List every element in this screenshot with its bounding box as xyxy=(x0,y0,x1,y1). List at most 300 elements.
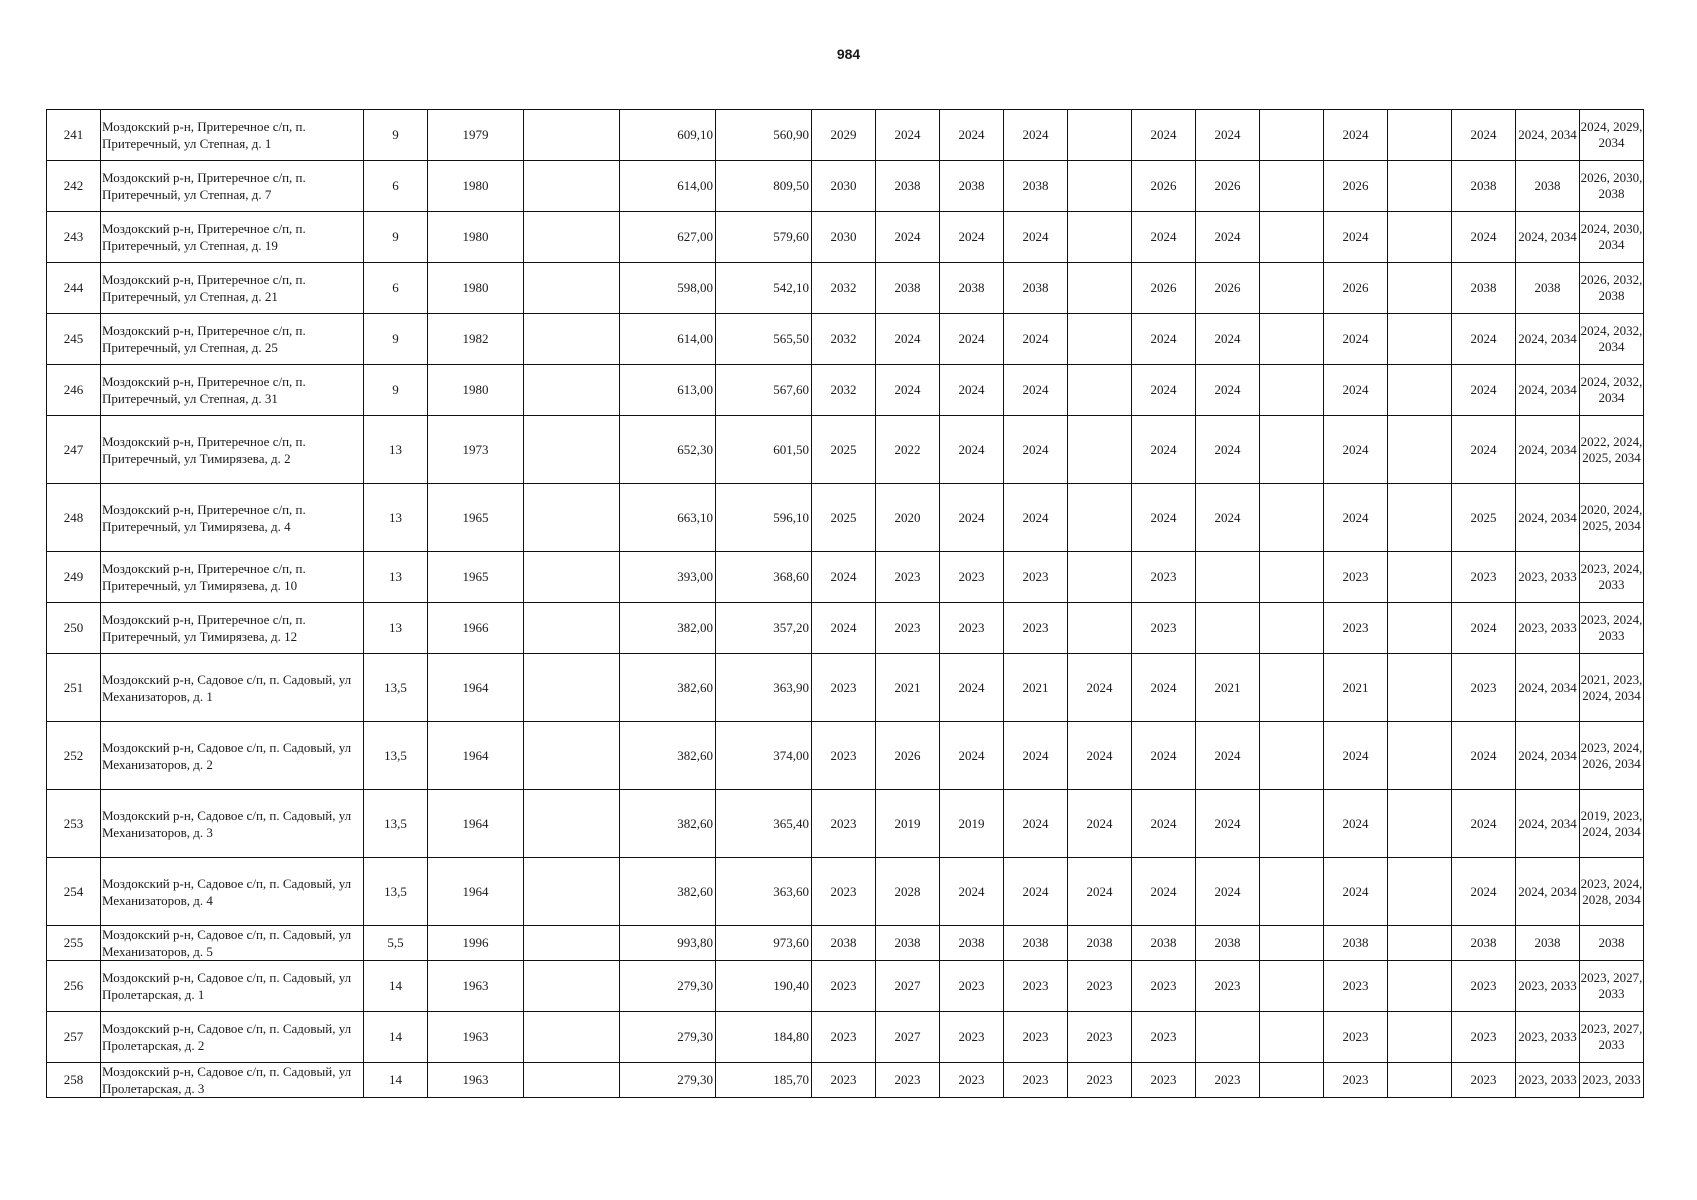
value-cell xyxy=(1388,654,1452,722)
value-cell xyxy=(524,365,620,416)
value-cell: 2024 xyxy=(1004,212,1068,263)
value-cell: 2024 xyxy=(1004,365,1068,416)
value-cell: 2024 xyxy=(1196,790,1260,858)
value-cell xyxy=(1388,790,1452,858)
years-list-cell: 2024, 2034 xyxy=(1516,365,1580,416)
value-cell: 2024 xyxy=(940,314,1004,365)
value-cell: 1964 xyxy=(428,722,524,790)
years-list-cell: 2024, 2029, 2034 xyxy=(1580,110,1644,161)
address-cell: Моздокский р-н, Притеречное с/п, п. Притеречный, ул Степная, д. 1 xyxy=(101,110,364,161)
address-cell: Моздокский р-н, Садовое с/п, п. Садовый, ул Механизаторов, д. 4 xyxy=(101,858,364,926)
value-cell: 2030 xyxy=(812,161,876,212)
table-row xyxy=(47,961,1644,1012)
area-cell: 567,60 xyxy=(716,365,812,416)
value-cell xyxy=(1196,1012,1260,1063)
value-cell xyxy=(1388,858,1452,926)
address-cell: Моздокский р-н, Притеречное с/п, п. Притеречный, ул Тимирязева, д. 2 xyxy=(101,416,364,484)
value-cell xyxy=(1388,263,1452,314)
value-cell xyxy=(1388,212,1452,263)
address-cell: Моздокский р-н, Садовое с/п, п. Садовый, ул Пролетарская, д. 1 xyxy=(101,961,364,1012)
value-cell: 2023 xyxy=(876,552,940,603)
value-cell: 2024 xyxy=(876,110,940,161)
value-cell: 2024 xyxy=(1004,790,1068,858)
value-cell xyxy=(1068,161,1132,212)
value-cell: 2023 xyxy=(1068,961,1132,1012)
row-number-cell: 249 xyxy=(47,552,101,603)
value-cell: 2021 xyxy=(876,654,940,722)
table-body xyxy=(47,110,1644,1098)
value-cell: 2024 xyxy=(876,212,940,263)
years-list-cell: 2023, 2033 xyxy=(1516,1063,1580,1098)
years-list-cell: 2024, 2034 xyxy=(1516,416,1580,484)
value-cell xyxy=(1388,314,1452,365)
value-cell: 2023 xyxy=(1068,1012,1132,1063)
value-cell: 2023 xyxy=(1196,961,1260,1012)
years-list-cell: 2024, 2034 xyxy=(1516,314,1580,365)
value-cell: 2023 xyxy=(812,1012,876,1063)
value-cell: 2023 xyxy=(812,961,876,1012)
value-cell: 2024 xyxy=(812,603,876,654)
value-cell: 2038 xyxy=(940,926,1004,961)
value-cell xyxy=(1068,212,1132,263)
value-cell: 2023 xyxy=(1004,1063,1068,1098)
value-cell: 6 xyxy=(364,263,428,314)
years-list-cell: 2023, 2027, 2033 xyxy=(1580,961,1644,1012)
value-cell: 2023 xyxy=(940,552,1004,603)
years-list-cell: 2024, 2034 xyxy=(1516,484,1580,552)
value-cell: 2023 xyxy=(1132,961,1196,1012)
value-cell: 2024 xyxy=(1196,722,1260,790)
value-cell: 1963 xyxy=(428,961,524,1012)
value-cell: 2026 xyxy=(1132,161,1196,212)
address-cell: Моздокский р-н, Садовое с/п, п. Садовый, ул Механизаторов, д. 2 xyxy=(101,722,364,790)
value-cell: 2024 xyxy=(1196,314,1260,365)
value-cell: 2023 xyxy=(1004,603,1068,654)
value-cell: 2038 xyxy=(1068,926,1132,961)
years-list-cell: 2023, 2033 xyxy=(1516,961,1580,1012)
value-cell: 2023 xyxy=(812,722,876,790)
value-cell xyxy=(524,212,620,263)
value-cell: 2024 xyxy=(1324,722,1388,790)
years-list-cell: 2024, 2034 xyxy=(1516,654,1580,722)
value-cell: 2024 xyxy=(1452,858,1516,926)
address-cell: Моздокский р-н, Притеречное с/п, п. Притеречный, ул Степная, д. 21 xyxy=(101,263,364,314)
value-cell: 2023 xyxy=(1452,1012,1516,1063)
row-number-cell: 257 xyxy=(47,1012,101,1063)
value-cell: 2026 xyxy=(1196,263,1260,314)
value-cell: 14 xyxy=(364,961,428,1012)
value-cell: 2024 xyxy=(940,212,1004,263)
area-cell: 365,40 xyxy=(716,790,812,858)
value-cell: 2025 xyxy=(812,484,876,552)
value-cell: 13,5 xyxy=(364,858,428,926)
address-cell: Моздокский р-н, Притеречное с/п, п. Притеречный, ул Тимирязева, д. 10 xyxy=(101,552,364,603)
address-cell: Моздокский р-н, Садовое с/п, п. Садовый, ул Механизаторов, д. 3 xyxy=(101,790,364,858)
value-cell: 2023 xyxy=(1452,552,1516,603)
value-cell: 2038 xyxy=(1004,161,1068,212)
value-cell: 2023 xyxy=(940,603,1004,654)
value-cell xyxy=(1068,110,1132,161)
value-cell: 2021 xyxy=(1196,654,1260,722)
table-row xyxy=(47,161,1644,212)
value-cell xyxy=(1068,603,1132,654)
value-cell: 2027 xyxy=(876,961,940,1012)
value-cell: 2024 xyxy=(1132,654,1196,722)
row-number-cell: 258 xyxy=(47,1063,101,1098)
value-cell: 1964 xyxy=(428,654,524,722)
value-cell: 13 xyxy=(364,603,428,654)
value-cell: 2023 xyxy=(1196,1063,1260,1098)
years-list-cell: 2024, 2034 xyxy=(1516,110,1580,161)
years-list-cell: 2026, 2030, 2038 xyxy=(1580,161,1644,212)
area-cell: 663,10 xyxy=(620,484,716,552)
row-number-cell: 254 xyxy=(47,858,101,926)
value-cell: 2023 xyxy=(1132,552,1196,603)
value-cell xyxy=(1388,416,1452,484)
row-number-cell: 256 xyxy=(47,961,101,1012)
value-cell: 2026 xyxy=(876,722,940,790)
value-cell: 2032 xyxy=(812,314,876,365)
years-list-cell: 2020, 2024, 2025, 2034 xyxy=(1580,484,1644,552)
address-cell: Моздокский р-н, Садовое с/п, п. Садовый, ул Пролетарская, д. 3 xyxy=(101,1063,364,1098)
value-cell: 2023 xyxy=(1004,1012,1068,1063)
years-list-cell: 2026, 2032, 2038 xyxy=(1580,263,1644,314)
value-cell xyxy=(1388,365,1452,416)
value-cell xyxy=(1260,790,1324,858)
value-cell xyxy=(1068,416,1132,484)
value-cell: 2019 xyxy=(876,790,940,858)
value-cell xyxy=(1388,110,1452,161)
value-cell xyxy=(1196,552,1260,603)
area-cell: 382,60 xyxy=(620,790,716,858)
value-cell: 1979 xyxy=(428,110,524,161)
area-cell: 614,00 xyxy=(620,161,716,212)
area-cell: 184,80 xyxy=(716,1012,812,1063)
value-cell: 2024 xyxy=(1452,722,1516,790)
years-list-cell: 2023, 2024, 2033 xyxy=(1580,603,1644,654)
value-cell xyxy=(1388,961,1452,1012)
table-row xyxy=(47,1063,1644,1098)
value-cell xyxy=(1260,212,1324,263)
table-row xyxy=(47,263,1644,314)
value-cell: 2024 xyxy=(876,314,940,365)
area-cell: 382,60 xyxy=(620,858,716,926)
row-number-cell: 242 xyxy=(47,161,101,212)
value-cell: 2023 xyxy=(876,1063,940,1098)
row-number-cell: 248 xyxy=(47,484,101,552)
value-cell: 1980 xyxy=(428,263,524,314)
row-number-cell: 245 xyxy=(47,314,101,365)
area-cell: 357,20 xyxy=(716,603,812,654)
years-list-cell: 2038 xyxy=(1516,263,1580,314)
value-cell: 2024 xyxy=(1452,212,1516,263)
value-cell: 2024 xyxy=(1068,654,1132,722)
value-cell: 2020 xyxy=(876,484,940,552)
value-cell: 13 xyxy=(364,484,428,552)
value-cell: 2023 xyxy=(1004,961,1068,1012)
value-cell: 2024 xyxy=(876,365,940,416)
value-cell xyxy=(524,110,620,161)
value-cell: 2023 xyxy=(940,961,1004,1012)
value-cell xyxy=(1260,110,1324,161)
area-cell: 613,00 xyxy=(620,365,716,416)
value-cell: 2024 xyxy=(1324,110,1388,161)
value-cell: 6 xyxy=(364,161,428,212)
area-cell: 614,00 xyxy=(620,314,716,365)
row-number-cell: 251 xyxy=(47,654,101,722)
row-number-cell: 241 xyxy=(47,110,101,161)
value-cell: 2024 xyxy=(1452,416,1516,484)
value-cell xyxy=(524,926,620,961)
value-cell xyxy=(1260,603,1324,654)
value-cell: 2023 xyxy=(1452,1063,1516,1098)
row-number-cell: 246 xyxy=(47,365,101,416)
value-cell xyxy=(524,790,620,858)
address-cell: Моздокский р-н, Притеречное с/п, п. Притеречный, ул Тимирязева, д. 4 xyxy=(101,484,364,552)
value-cell: 2024 xyxy=(1196,484,1260,552)
value-cell xyxy=(524,654,620,722)
value-cell: 13 xyxy=(364,416,428,484)
value-cell xyxy=(1388,926,1452,961)
row-number-cell: 243 xyxy=(47,212,101,263)
table-row xyxy=(47,212,1644,263)
value-cell xyxy=(1068,484,1132,552)
value-cell xyxy=(524,961,620,1012)
value-cell: 2038 xyxy=(876,926,940,961)
value-cell xyxy=(1388,603,1452,654)
value-cell: 2038 xyxy=(1004,926,1068,961)
years-list-cell: 2023, 2027, 2033 xyxy=(1580,1012,1644,1063)
value-cell: 2032 xyxy=(812,365,876,416)
value-cell: 1980 xyxy=(428,212,524,263)
value-cell: 2038 xyxy=(1452,161,1516,212)
value-cell: 13,5 xyxy=(364,654,428,722)
value-cell: 1980 xyxy=(428,365,524,416)
area-cell: 363,60 xyxy=(716,858,812,926)
value-cell xyxy=(1260,552,1324,603)
value-cell: 2038 xyxy=(940,263,1004,314)
area-cell: 279,30 xyxy=(620,1063,716,1098)
data-table xyxy=(46,109,1644,1098)
years-list-cell: 2022, 2024, 2025, 2034 xyxy=(1580,416,1644,484)
value-cell: 2024 xyxy=(1004,110,1068,161)
value-cell xyxy=(1260,314,1324,365)
value-cell xyxy=(1260,1063,1324,1098)
value-cell: 2024 xyxy=(940,484,1004,552)
years-list-cell: 2024, 2034 xyxy=(1516,858,1580,926)
value-cell: 2024 xyxy=(1004,314,1068,365)
value-cell: 2024 xyxy=(1132,722,1196,790)
value-cell: 2024 xyxy=(1452,603,1516,654)
value-cell: 2023 xyxy=(1324,552,1388,603)
years-list-cell: 2023, 2033 xyxy=(1516,1012,1580,1063)
value-cell: 2024 xyxy=(1004,484,1068,552)
area-cell: 596,10 xyxy=(716,484,812,552)
years-list-cell: 2019, 2023, 2024, 2034 xyxy=(1580,790,1644,858)
value-cell: 2024 xyxy=(1132,314,1196,365)
value-cell xyxy=(1260,1012,1324,1063)
value-cell: 2032 xyxy=(812,263,876,314)
value-cell xyxy=(524,552,620,603)
value-cell: 2023 xyxy=(1324,603,1388,654)
value-cell xyxy=(1260,416,1324,484)
value-cell xyxy=(524,1063,620,1098)
value-cell xyxy=(1260,858,1324,926)
value-cell: 1996 xyxy=(428,926,524,961)
value-cell: 2023 xyxy=(1132,603,1196,654)
value-cell: 2025 xyxy=(1452,484,1516,552)
value-cell: 2038 xyxy=(812,926,876,961)
value-cell: 1973 xyxy=(428,416,524,484)
value-cell: 9 xyxy=(364,110,428,161)
value-cell: 2023 xyxy=(812,790,876,858)
area-cell: 565,50 xyxy=(716,314,812,365)
table-row xyxy=(47,1012,1644,1063)
value-cell: 2024 xyxy=(812,552,876,603)
value-cell: 2023 xyxy=(876,603,940,654)
area-cell: 190,40 xyxy=(716,961,812,1012)
area-cell: 382,00 xyxy=(620,603,716,654)
value-cell: 2024 xyxy=(1324,484,1388,552)
value-cell xyxy=(1068,552,1132,603)
table-row xyxy=(47,552,1644,603)
area-cell: 279,30 xyxy=(620,1012,716,1063)
row-number-cell: 253 xyxy=(47,790,101,858)
address-cell: Моздокский р-н, Притеречное с/п, п. Притеречный, ул Тимирязева, д. 12 xyxy=(101,603,364,654)
value-cell: 2024 xyxy=(1324,416,1388,484)
value-cell: 2023 xyxy=(1132,1063,1196,1098)
value-cell: 2023 xyxy=(1324,1063,1388,1098)
value-cell: 2024 xyxy=(1132,790,1196,858)
value-cell: 13 xyxy=(364,552,428,603)
value-cell xyxy=(524,858,620,926)
table-row xyxy=(47,484,1644,552)
years-list-cell: 2024, 2032, 2034 xyxy=(1580,314,1644,365)
value-cell xyxy=(524,722,620,790)
address-cell: Моздокский р-н, Садовое с/п, п. Садовый, ул Механизаторов, д. 1 xyxy=(101,654,364,722)
value-cell: 1963 xyxy=(428,1063,524,1098)
value-cell: 2023 xyxy=(1324,961,1388,1012)
table-row xyxy=(47,722,1644,790)
value-cell: 2038 xyxy=(1452,926,1516,961)
row-number-cell: 250 xyxy=(47,603,101,654)
value-cell xyxy=(1388,1063,1452,1098)
value-cell xyxy=(1068,263,1132,314)
value-cell: 2024 xyxy=(1452,365,1516,416)
table-row xyxy=(47,110,1644,161)
years-list-cell: 2023, 2033 xyxy=(1516,603,1580,654)
value-cell: 2028 xyxy=(876,858,940,926)
area-cell: 809,50 xyxy=(716,161,812,212)
value-cell xyxy=(524,416,620,484)
value-cell: 2024 xyxy=(1132,212,1196,263)
value-cell: 14 xyxy=(364,1063,428,1098)
table-row xyxy=(47,858,1644,926)
value-cell: 2024 xyxy=(940,416,1004,484)
value-cell: 1964 xyxy=(428,790,524,858)
value-cell xyxy=(1260,161,1324,212)
value-cell: 5,5 xyxy=(364,926,428,961)
years-list-cell: 2023, 2024, 2026, 2034 xyxy=(1580,722,1644,790)
value-cell xyxy=(1260,722,1324,790)
value-cell: 1966 xyxy=(428,603,524,654)
value-cell: 2024 xyxy=(940,858,1004,926)
value-cell xyxy=(1388,552,1452,603)
value-cell: 13,5 xyxy=(364,790,428,858)
value-cell: 2024 xyxy=(1324,858,1388,926)
value-cell: 1980 xyxy=(428,161,524,212)
value-cell xyxy=(1260,484,1324,552)
value-cell xyxy=(524,263,620,314)
value-cell: 2023 xyxy=(940,1012,1004,1063)
value-cell xyxy=(524,603,620,654)
years-list-cell: 2024, 2034 xyxy=(1516,790,1580,858)
value-cell: 2023 xyxy=(1452,961,1516,1012)
value-cell: 2024 xyxy=(1004,858,1068,926)
area-cell: 652,30 xyxy=(620,416,716,484)
value-cell: 2038 xyxy=(876,263,940,314)
value-cell: 2027 xyxy=(876,1012,940,1063)
area-cell: 382,60 xyxy=(620,654,716,722)
table-row xyxy=(47,603,1644,654)
value-cell: 2024 xyxy=(1452,110,1516,161)
value-cell xyxy=(524,484,620,552)
years-list-cell: 2023, 2033 xyxy=(1516,552,1580,603)
value-cell: 2024 xyxy=(1452,314,1516,365)
table-row xyxy=(47,416,1644,484)
value-cell: 2038 xyxy=(1452,263,1516,314)
value-cell: 9 xyxy=(364,314,428,365)
value-cell: 1982 xyxy=(428,314,524,365)
value-cell: 2024 xyxy=(1132,365,1196,416)
value-cell: 2024 xyxy=(1196,110,1260,161)
value-cell: 1965 xyxy=(428,552,524,603)
row-number-cell: 255 xyxy=(47,926,101,961)
years-list-cell: 2038 xyxy=(1516,926,1580,961)
value-cell: 2023 xyxy=(812,1063,876,1098)
value-cell: 2024 xyxy=(940,722,1004,790)
table-row xyxy=(47,365,1644,416)
area-cell: 973,60 xyxy=(716,926,812,961)
row-number-cell: 247 xyxy=(47,416,101,484)
years-list-cell: 2021, 2023, 2024, 2034 xyxy=(1580,654,1644,722)
area-cell: 542,10 xyxy=(716,263,812,314)
value-cell: 2024 xyxy=(1324,314,1388,365)
value-cell xyxy=(1388,722,1452,790)
table-row xyxy=(47,654,1644,722)
years-list-cell: 2024, 2030, 2034 xyxy=(1580,212,1644,263)
area-cell: 279,30 xyxy=(620,961,716,1012)
area-cell: 374,00 xyxy=(716,722,812,790)
value-cell: 9 xyxy=(364,365,428,416)
value-cell: 2023 xyxy=(1324,1012,1388,1063)
address-cell: Моздокский р-н, Садовое с/п, п. Садовый, ул Механизаторов, д. 5 xyxy=(101,926,364,961)
years-list-cell: 2023, 2033 xyxy=(1580,1063,1644,1098)
value-cell: 2022 xyxy=(876,416,940,484)
value-cell: 2038 xyxy=(1196,926,1260,961)
value-cell: 2026 xyxy=(1324,263,1388,314)
area-cell: 627,00 xyxy=(620,212,716,263)
area-cell: 993,80 xyxy=(620,926,716,961)
table-row xyxy=(47,926,1644,961)
area-cell: 393,00 xyxy=(620,552,716,603)
area-cell: 185,70 xyxy=(716,1063,812,1098)
row-number-cell: 244 xyxy=(47,263,101,314)
years-list-cell: 2038 xyxy=(1580,926,1644,961)
address-cell: Моздокский р-н, Притеречное с/п, п. Притеречный, ул Степная, д. 7 xyxy=(101,161,364,212)
value-cell: 2021 xyxy=(1004,654,1068,722)
value-cell: 1965 xyxy=(428,484,524,552)
